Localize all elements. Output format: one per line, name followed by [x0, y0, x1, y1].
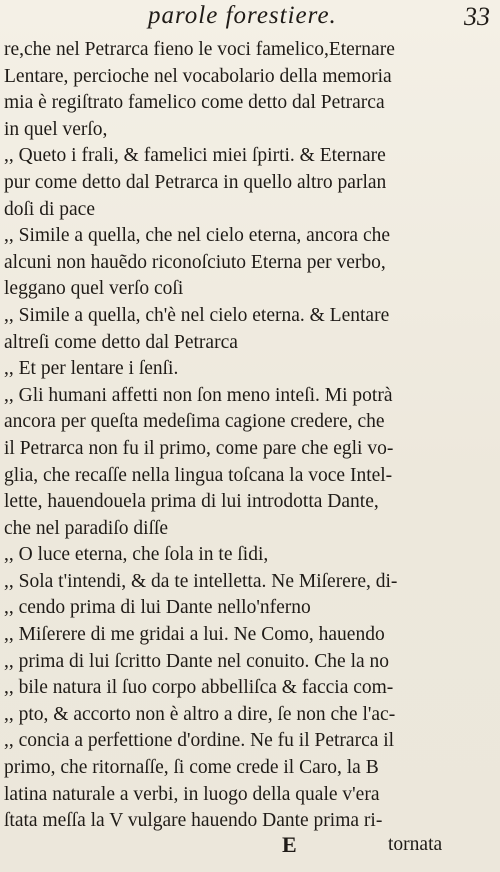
text-line: ,, pto, & accorto non è altro a dire, ſe non che l'ac- [4, 703, 396, 725]
text-line: ,, Queto i frali, & famelici miei ſpirti. & Eternare [4, 145, 386, 167]
text-line: lette, hauendouela prima di lui introdotta Dante, [4, 491, 379, 513]
text-line: leggano quel verſo coſi [4, 278, 184, 300]
catchword: tornata [388, 834, 443, 855]
text-line: ,, Et per lentare i ſenſi. [4, 358, 179, 380]
text-line: ,, Sola t'intendi, & da te intelletta. Ne Miſerere, di- [4, 570, 398, 592]
text-line: ,, Simile a quella, che nel cielo eterna, ancora che [4, 225, 391, 247]
text-line: ,, Gli humani affetti non ſon meno inteſi. Mi potrà [4, 384, 393, 406]
text-line: che nel paradiſo diſſe [4, 517, 169, 539]
running-title: parole forestiere. [148, 2, 337, 29]
body-text [4, 37, 496, 835]
page-header [0, 2, 500, 36]
text-line: ſtata meſſa la V vulgare hauendo Dante prima ri- [4, 810, 383, 832]
text-line: latina naturale a verbi, in luogo della quale v'era [4, 783, 380, 805]
signature-mark: E [282, 832, 297, 857]
text-line: ,, Miſerere di me gridai a lui. Ne Como, hauendo [4, 624, 385, 646]
text-line: il Petrarca non fu il primo, come pare che egli vo- [4, 437, 394, 459]
text-line: pur come detto dal Petrarca in quello altro parlan [4, 171, 387, 193]
text-line: in quel verſo, [4, 118, 108, 140]
text-line: ,, Simile a quella, ch'è nel cielo eterna. & Lentare [4, 304, 390, 326]
text-line: primo, che ritornaſſe, ſi come crede il Caro, la B [4, 757, 379, 779]
text-line: Lentare, percioche nel vocabolario della memoria [4, 65, 392, 87]
text-line: alcuni non hauẽdo riconoſciuto Eterna per verbo, [4, 251, 386, 273]
text-line: ancora per queſta medeſima cagione credere, che [4, 411, 385, 433]
page-footer [0, 832, 500, 862]
text-line: doſi di pace [4, 198, 95, 220]
text-line: mia è regiſtrato famelico come detto dal Petrarca [4, 92, 385, 114]
text-line: ,, cendo prima di lui Dante nello'nferno [4, 597, 311, 619]
text-line: ,, concia a perfettione d'ordine. Ne fu il Petrarca il [4, 730, 395, 752]
text-line: glia, che recaſſe nella lingua toſcana la voce Intel- [4, 464, 393, 486]
text-line: ,, O luce eterna, che ſola in te ſidi, [4, 544, 269, 566]
text-line: altreſi come detto dal Petrarca [4, 331, 238, 353]
page-number: 33 [464, 2, 490, 31]
text-line: ,, prima di lui ſcritto Dante nel conuito. Che la no [4, 650, 390, 672]
text-line: ,, bile natura il ſuo corpo abbelliſca & faccia com- [4, 677, 394, 699]
text-line: re,che nel Petrarca fieno le voci famelico,Eternare [4, 39, 395, 60]
